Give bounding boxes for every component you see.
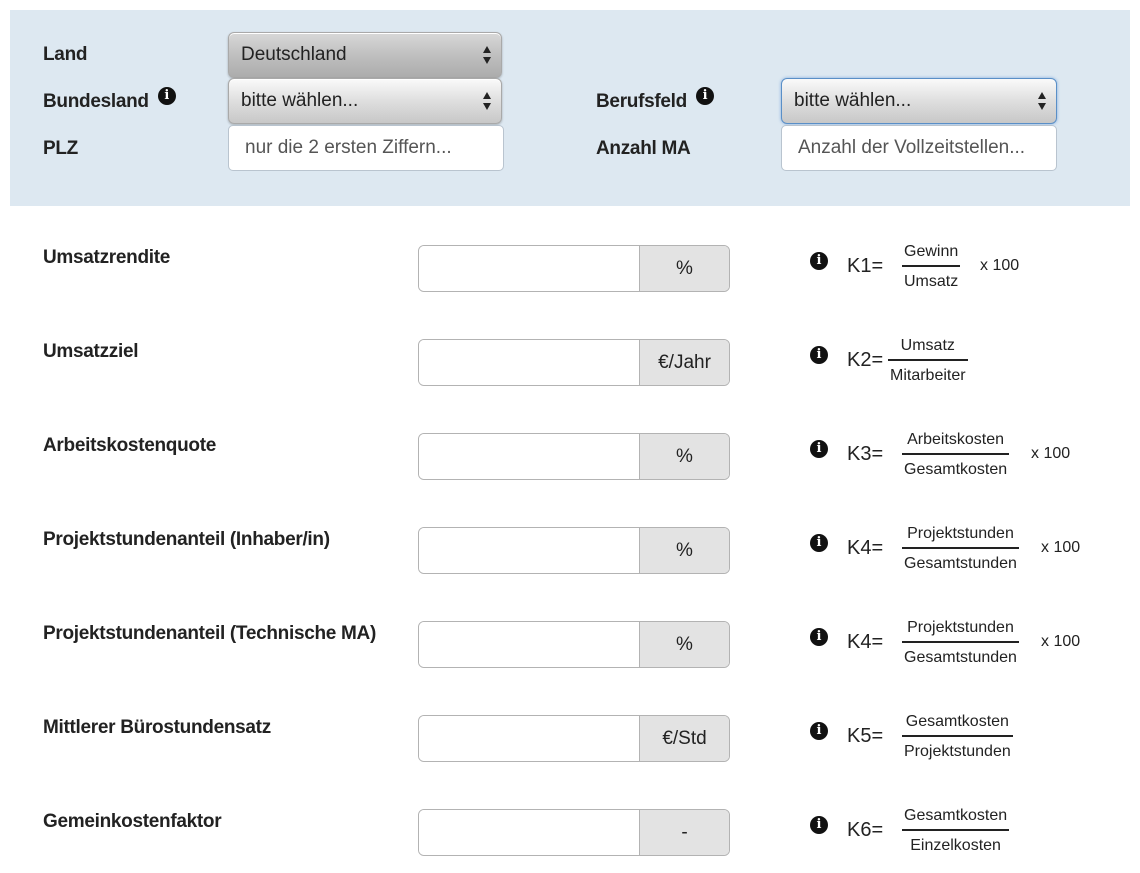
select-arrows-icon: [482, 46, 492, 64]
kpi-input-group: [418, 527, 730, 574]
formula-denominator: Umsatz: [904, 273, 959, 290]
kpi-label: Umsatzziel: [43, 341, 139, 362]
info-icon[interactable]: i: [158, 87, 176, 105]
formula-numerator: Umsatz: [900, 337, 955, 354]
bundesland-label-text: Bundesland: [43, 91, 149, 112]
formula-fraction: [902, 618, 1019, 668]
kpi-label: Umsatzrendite: [43, 247, 171, 268]
kpi-input-group: [418, 245, 730, 292]
filter-panel: [10, 10, 1130, 206]
land-label: Land: [43, 44, 88, 65]
formula-fraction: [902, 242, 960, 292]
formula-denominator: Gesamtstunden: [904, 555, 1017, 572]
land-select[interactable]: [228, 32, 502, 78]
kpi-unit: %: [639, 434, 729, 479]
kpi-value-input[interactable]: [419, 810, 640, 855]
formula-multiplier: x 100: [1031, 445, 1071, 462]
kpi-unit: %: [639, 246, 729, 291]
formula-denominator: Einzelkosten: [910, 837, 1001, 854]
formula-lhs: K4=: [847, 537, 884, 559]
kpi-input-group: [418, 339, 730, 386]
kpi-label: Mittlerer Bürostundensatz: [43, 717, 271, 738]
info-icon[interactable]: i: [810, 252, 828, 270]
formula-multiplier: x 100: [1041, 633, 1081, 650]
info-icon[interactable]: i: [696, 87, 714, 105]
info-icon[interactable]: i: [810, 816, 828, 834]
select-arrows-icon: [482, 92, 492, 110]
anzahl-ma-label: Anzahl MA: [596, 138, 691, 159]
formula-fraction: [902, 524, 1019, 574]
kpi-value-input[interactable]: [419, 434, 640, 479]
formula-lhs: K6=: [847, 819, 884, 841]
kpi-input-group: [418, 621, 730, 668]
plz-label: PLZ: [43, 138, 78, 159]
select-arrows-icon: [1037, 92, 1047, 110]
formula-lhs: K1=: [847, 255, 884, 277]
info-icon[interactable]: i: [810, 628, 828, 646]
formula-denominator: Mitarbeiter: [890, 367, 966, 384]
berufsfeld-select[interactable]: [781, 78, 1057, 124]
bundesland-select[interactable]: [228, 78, 502, 124]
formula-numerator: Projektstunden: [907, 525, 1014, 542]
formula-multiplier: x 100: [1041, 539, 1081, 556]
info-icon[interactable]: i: [810, 346, 828, 364]
anzahl-ma-input[interactable]: [781, 125, 1057, 171]
kpi-value-input[interactable]: [419, 622, 640, 667]
formula-numerator: Gesamtkosten: [905, 713, 1009, 730]
kpi-unit: €/Jahr: [639, 340, 729, 385]
info-icon[interactable]: i: [810, 722, 828, 740]
kpi-value-input[interactable]: [419, 246, 640, 291]
kpi-label: Arbeitskostenquote: [43, 435, 217, 456]
kpi-input-group: [418, 809, 730, 856]
land-select-value: Deutschland: [241, 44, 347, 65]
formula-numerator: Gesamtkosten: [904, 807, 1008, 824]
plz-input[interactable]: [228, 125, 504, 171]
formula-fraction: [902, 712, 1013, 762]
info-icon[interactable]: i: [810, 440, 828, 458]
formula-numerator: Projektstunden: [907, 619, 1014, 636]
kpi-input-group: [418, 715, 730, 762]
bundesland-label: [43, 88, 176, 113]
kpi-value-input[interactable]: [419, 528, 640, 573]
kpi-unit: -: [639, 810, 729, 855]
berufsfeld-label-text: Berufsfeld: [596, 91, 687, 112]
formula-denominator: Projektstunden: [904, 743, 1011, 760]
kpi-value-input[interactable]: [419, 340, 640, 385]
berufsfeld-select-value: bitte wählen...: [794, 90, 912, 111]
berufsfeld-label: [596, 88, 714, 113]
formula-denominator: Gesamtstunden: [904, 649, 1017, 666]
formula-lhs: K2=: [847, 349, 884, 371]
kpi-unit: %: [639, 622, 729, 667]
kpi-unit: €/Std: [639, 716, 729, 761]
formula-numerator: Gewinn: [904, 243, 959, 260]
kpi-label: Projektstundenanteil (Inhaber/in): [43, 529, 330, 550]
formula-lhs: K4=: [847, 631, 884, 653]
kpi-label: Gemeinkostenfaktor: [43, 811, 222, 832]
formula-multiplier: x 100: [980, 257, 1020, 274]
bundesland-select-value: bitte wählen...: [241, 90, 359, 111]
formula-fraction: [902, 806, 1009, 856]
formula-lhs: K3=: [847, 443, 884, 465]
formula-numerator: Arbeitskosten: [907, 431, 1005, 448]
formula-lhs: K5=: [847, 725, 884, 747]
kpi-value-input[interactable]: [419, 716, 640, 761]
kpi-input-group: [418, 433, 730, 480]
kpi-label: Projektstundenanteil (Technische MA): [43, 623, 377, 644]
kpi-unit: %: [639, 528, 729, 573]
formula-denominator: Gesamtkosten: [904, 461, 1008, 478]
formula-fraction: [902, 430, 1009, 480]
info-icon[interactable]: i: [810, 534, 828, 552]
formula-fraction: [888, 336, 968, 386]
